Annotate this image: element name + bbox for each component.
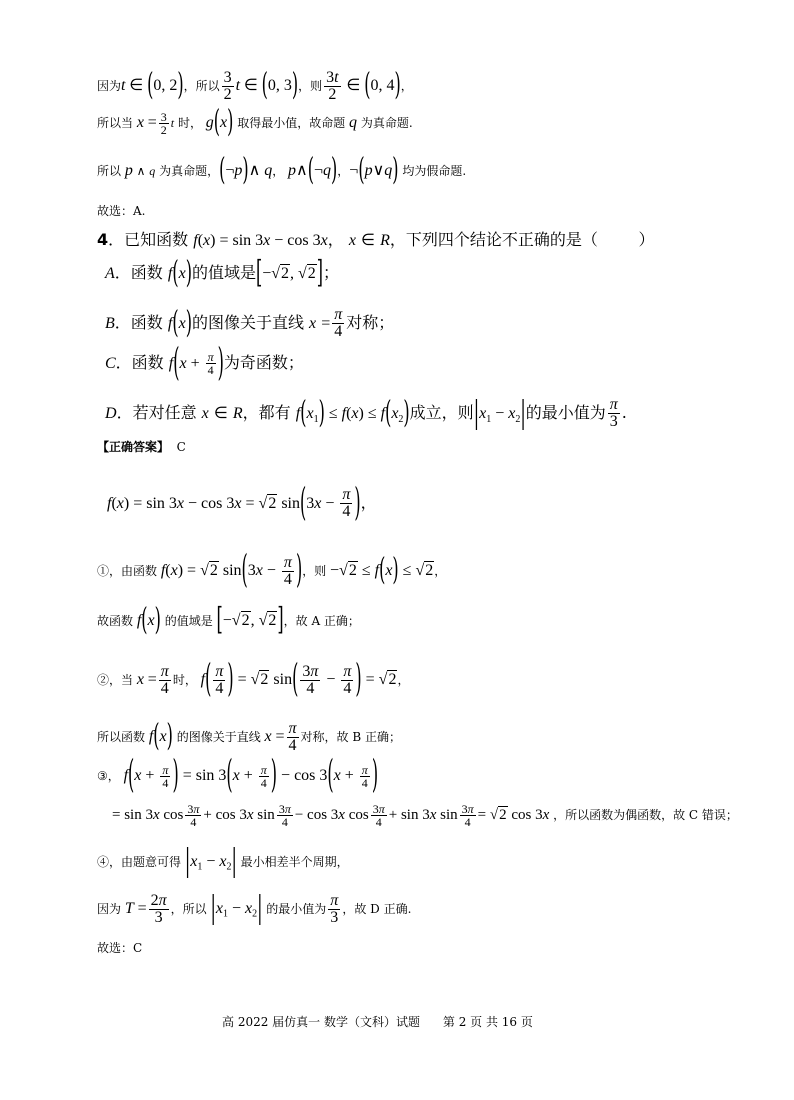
solution-s2: ①，由函数 f(x) = √2 sin(3x − $\frac{\pi}{4}$ )，则 −√2 ≤ f(x) ≤ √2， — [97, 546, 447, 592]
solution-line-1: 因为t ∈ (0, 2)，所以 $\frac{3}{2}$ t ∈ (0, 3)，则 $\frac{3t}{2}$ ∈ (0, 4)， — [97, 66, 413, 103]
option-a: A．函数 f(x)的值域是[−√2, √2]； — [105, 254, 340, 291]
option-c: C．函数 f(x + $\frac{\pi}{4}$ )为奇函数； — [105, 339, 304, 385]
footer-right: 第 2 页 共 16 页 — [442, 1015, 533, 1029]
solution-s1: f(x) = sin 3x − cos 3x = √2 sin(3x − $\frac{\pi}{4}$ )， — [107, 479, 377, 525]
answer-label: 【正确答案】 — [97, 440, 170, 454]
solution-line-2: 所以当 x = $\frac{3}{2}$ t 时， g(x) 取得最小值，故命题 q 为真命题. — [97, 103, 413, 140]
solution-s3: 故函数 f(x) 的值域是 [−√2, √2]，故 A 正确； — [97, 601, 360, 638]
footer-left: 高 2022 届仿真一 数学（文科）试题 — [222, 1015, 420, 1029]
solution-s4: ②，当 x = $\frac{\pi}{4}$ 时， f( $\frac{\pi}{4}$ ) = √2 sin( $\frac{3\pi}{4}$ − $\frac{\pi}{4}$ ) = √2， — [97, 655, 410, 701]
solution-s8: ④，由题意可得 $|x_1 - x_2|$ 最小相差半个周期， — [97, 842, 349, 879]
solution-s10: 故选：C — [97, 941, 143, 955]
solution-s9: 因为 T = $\frac{2\pi}{3}$ ，所以 $|x_1 - x_2|$ 的最小值为 $\frac{\pi}{3}$ ，故 D 正确. — [97, 889, 412, 926]
option-d: D．若对任意 x ∈ R，都有 $f(x_1) \le f(x) \le f(x_2)$成立，则$|x_1 - x_2|$的最小值为 $\frac{\pi}{3}$ . — [105, 394, 627, 431]
solution-line-3: 所以 p ∧ q 为真命题，(¬p)∧ q， p∧(¬q)，¬(p∨q) 均为假命题. — [97, 151, 467, 188]
solution-line-4: 故选：A. — [97, 204, 146, 218]
option-b: B．函数 f(x)的图像关于直线 x = $\frac{\pi}{4}$ 对称； — [105, 304, 395, 341]
solution-s6: ③， f(x + $\frac{\pi}{4}$ ) = sin 3(x + $\frac{\pi}{4}$ ) − cos 3(x + $\frac{\pi}{4}$ ) — [97, 751, 379, 797]
answer-row — [97, 441, 186, 453]
answer-value: C — [176, 440, 186, 454]
question-stem: 4．已知函数 f(x) = sin 3x − cos 3x， x ∈ R，下列四个结论不正确的是（ ） — [97, 230, 655, 249]
solution-s7: = sin 3x cos $\frac{3\pi}{4}$ + cos 3x sin $\frac{3\pi}{4}$ − cos 3x cos $\frac{3\pi}{4}$ + sin 3x sin $\frac{3\pi}{4}$ = √2 cos 3x ，所以函数为偶函数，故 C 错误； — [112, 802, 738, 829]
solution-s5: 所以函数 f(x) 的图像关于直线 x = $\frac{\pi}{4}$ 对称，故 B 正确； — [97, 717, 401, 754]
page-footer — [222, 1016, 533, 1028]
